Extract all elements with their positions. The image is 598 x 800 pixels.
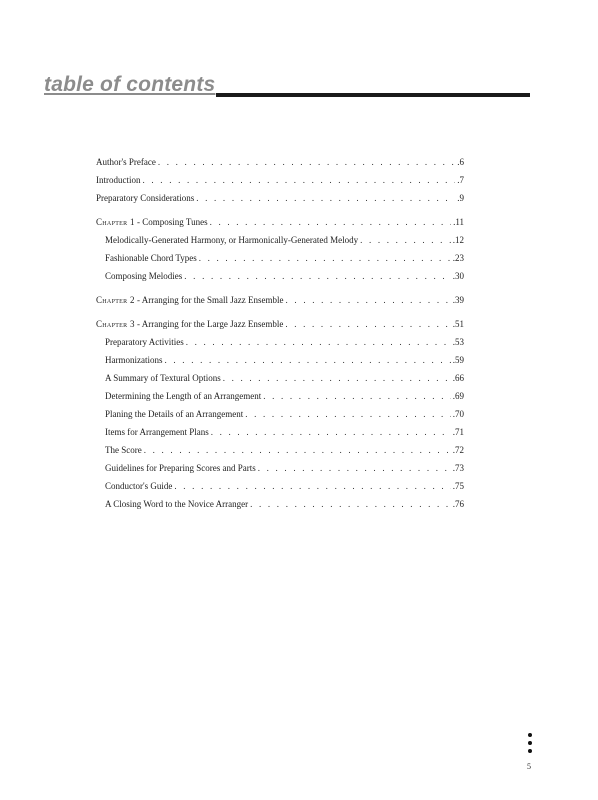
dot-leader [211, 423, 451, 441]
toc-entry-title: - Arranging for the Large Jazz Ensemble [134, 319, 284, 329]
chapter-prefix: Chapter 3 [96, 319, 135, 329]
dot-leader [263, 387, 451, 405]
dot-leader [196, 189, 455, 207]
toc-entry-label [105, 249, 197, 267]
dot-leader [174, 477, 450, 495]
toc-entry-page: .9 [457, 193, 464, 203]
toc-entry-page: .59 [452, 355, 464, 365]
toc-entry-title: The Score [105, 445, 142, 455]
toc-entry-page: .73 [452, 463, 464, 473]
toc-entry-page: .7 [457, 175, 464, 185]
toc-entry-title: Composing Melodies [105, 271, 183, 281]
heading-rule [216, 93, 530, 97]
toc-entry [96, 171, 464, 189]
dot-leader [186, 333, 451, 351]
toc-entry-page: .6 [457, 157, 464, 167]
dot-leader [223, 369, 451, 387]
dot-leader [199, 249, 451, 267]
toc-entry-label [96, 213, 208, 231]
toc-entry-page: .66 [452, 373, 464, 383]
dot-leader [258, 459, 451, 477]
toc-entry-page: .53 [452, 337, 464, 347]
dot-leader [210, 213, 452, 231]
dot-icon [528, 733, 532, 737]
toc-entry-label [105, 267, 182, 285]
toc-entry-title: Fashionable Chord Types [105, 253, 197, 263]
toc-entry [96, 291, 464, 309]
dot-leader [184, 267, 450, 285]
toc-entry-title: Author's Preface [96, 157, 156, 167]
toc-entry [96, 315, 464, 333]
toc-entry-title: Determining the Length of an Arrangement [105, 391, 262, 401]
toc-entry-page: .39 [452, 295, 464, 305]
dot-icon [528, 741, 532, 745]
toc-entry [96, 423, 464, 441]
dot-icon [528, 749, 532, 753]
toc-entry-title: - Arranging for the Small Jazz Ensemble [134, 295, 284, 305]
dot-leader [143, 171, 456, 189]
toc-entry-label [105, 423, 209, 441]
toc-entry-title: Harmonizations [105, 355, 163, 365]
dot-leader [144, 441, 451, 459]
page-heading: table of contents [44, 73, 216, 96]
dot-leader [286, 291, 451, 309]
table-of-contents [96, 153, 464, 513]
toc-entry-page: .76 [452, 499, 464, 509]
toc-entry-label [105, 333, 184, 351]
toc-entry-title: Planing the Details of an Arrangement [105, 409, 244, 419]
toc-entry [96, 405, 464, 423]
toc-entry-label [96, 171, 141, 189]
chapter-prefix: Chapter 2 [96, 295, 135, 305]
toc-entry [96, 477, 464, 495]
toc-entry-page: .69 [452, 391, 464, 401]
toc-entry-label [105, 405, 243, 423]
toc-entry [96, 459, 464, 477]
toc-entry [96, 369, 464, 387]
toc-entry-title: Introduction [96, 175, 141, 185]
toc-entry-label [96, 291, 284, 309]
toc-entry-page: .51 [452, 319, 464, 329]
toc-entry-page: .11 [453, 217, 464, 227]
toc-entry [96, 333, 464, 351]
toc-entry [96, 153, 464, 171]
chapter-prefix: Chapter 1 [96, 217, 135, 227]
dot-leader [245, 405, 451, 423]
page-number: 5 [527, 762, 531, 771]
toc-entry-page: .70 [452, 409, 464, 419]
toc-entry-page: .71 [452, 427, 464, 437]
toc-entry-label [105, 459, 256, 477]
toc-entry-label [105, 441, 142, 459]
toc-entry-page: .30 [452, 271, 464, 281]
toc-entry-title: A Summary of Textural Options [105, 373, 221, 383]
toc-entry [96, 351, 464, 369]
dot-leader [165, 351, 451, 369]
toc-entry [96, 387, 464, 405]
toc-entry-title: Preparatory Considerations [96, 193, 195, 203]
toc-entry-title: Conductor's Guide [105, 481, 173, 491]
toc-entry-label [105, 387, 261, 405]
dot-leader [250, 495, 451, 513]
toc-entry [96, 213, 464, 231]
toc-entry-page: .23 [452, 253, 464, 263]
toc-entry-page: .12 [452, 235, 464, 245]
toc-entry-label [105, 231, 358, 249]
toc-entry-label [105, 369, 221, 387]
toc-entry-title: Preparatory Activities [105, 337, 184, 347]
toc-entry-label [105, 495, 248, 513]
toc-entry-label [96, 189, 194, 207]
toc-entry-title: A Closing Word to the Novice Arranger [105, 499, 249, 509]
toc-entry [96, 231, 464, 249]
toc-entry [96, 267, 464, 285]
toc-entry-title: Items for Arrangement Plans [105, 427, 209, 437]
toc-entry [96, 495, 464, 513]
decorative-dots [527, 733, 533, 757]
toc-entry-label [105, 351, 163, 369]
toc-entry [96, 249, 464, 267]
toc-entry-label [96, 315, 283, 333]
toc-entry-title: - Composing Tunes [134, 217, 208, 227]
dot-leader [158, 153, 455, 171]
toc-entry [96, 441, 464, 459]
toc-entry-page: .72 [452, 445, 464, 455]
toc-entry-page: .75 [452, 481, 464, 491]
toc-entry [96, 189, 464, 207]
toc-entry-label [96, 153, 156, 171]
toc-entry-title: Guidelines for Preparing Scores and Parts [105, 463, 256, 473]
toc-entry-label [105, 477, 172, 495]
dot-leader [360, 231, 451, 249]
toc-entry-title: Melodically-Generated Harmony, or Harmonically-Generated Melody [105, 235, 359, 245]
dot-leader [285, 315, 450, 333]
